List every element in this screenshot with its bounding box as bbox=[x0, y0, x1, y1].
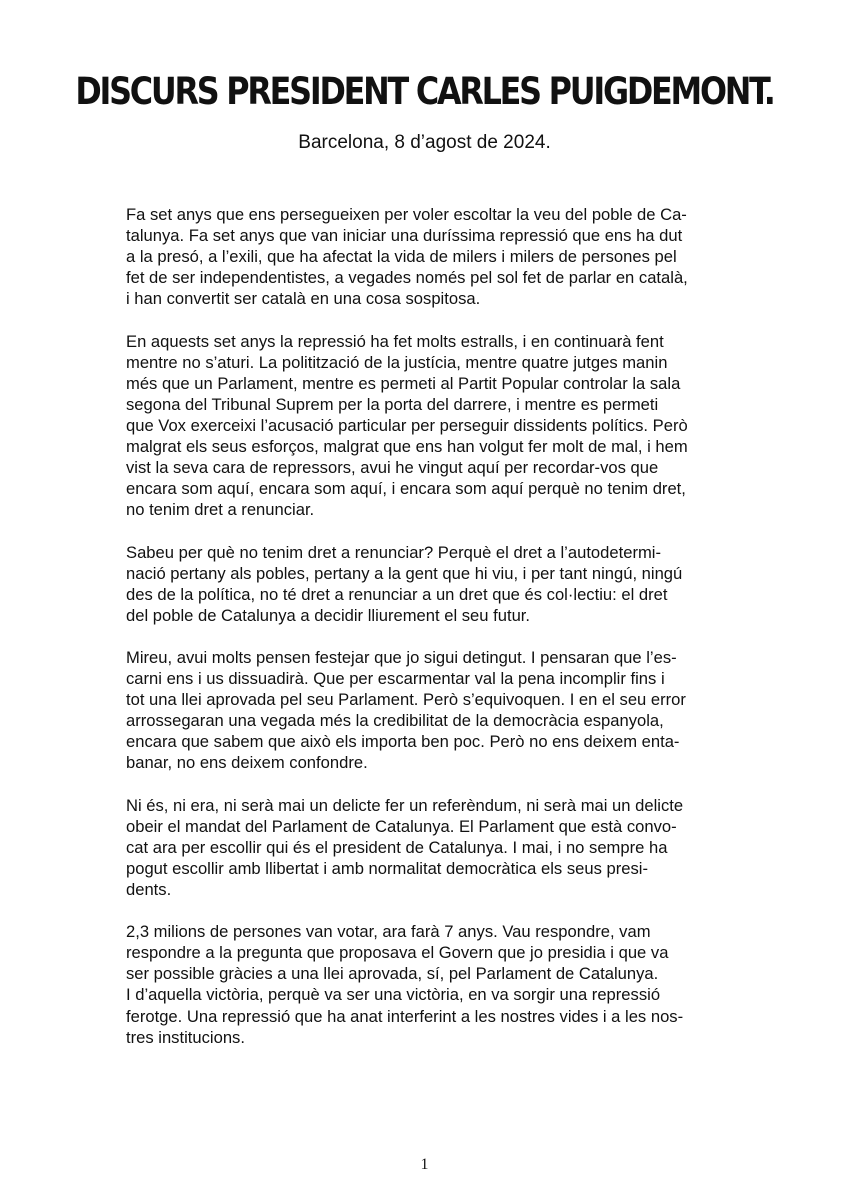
paragraph bbox=[126, 204, 726, 309]
paragraph-line: malgrat els seus esforços, malgrat que ens han volgut fer molt de mal, i hem bbox=[126, 437, 688, 457]
paragraph-line: pogut escollir amb llibertat i amb normalitat democràtica els seus presi- bbox=[126, 858, 648, 878]
document-title: DISCURS PRESIDENT CARLES PUIGDEMONT. bbox=[75, 70, 774, 113]
paragraph-line: talunya. Fa set anys que van iniciar una duríssima repressió que ens ha dut bbox=[126, 226, 683, 246]
paragraph-line: ferotge. Una repressió que ha anat interferint a les nostres vides i a les nos- bbox=[126, 1006, 684, 1026]
paragraph-line: 2,3 milions de persones van votar, ara farà 7 anys. Vau respondre, vam bbox=[126, 922, 651, 942]
paragraph-line: des de la política, no té dret a renunciar a un dret que és col·lectiu: el dret bbox=[126, 584, 668, 604]
paragraph-line: Mireu, avui molts pensen festejar que jo sigui detingut. I pensaran que l’es- bbox=[126, 647, 677, 667]
paragraph-line: En aquests set anys la repressió ha fet molts estralls, i en continuarà fent bbox=[126, 331, 664, 351]
paragraph-line: dents. bbox=[126, 880, 172, 899]
paragraph-line: i han convertit ser català en una cosa sospitosa. bbox=[126, 289, 481, 309]
paragraph-line: banar, no ens deixem confondre. bbox=[126, 753, 368, 773]
paragraph bbox=[126, 542, 726, 626]
paragraph-line: ser possible gràcies a una llei aprovada, sí, pel Parlament de Catalunya. bbox=[126, 964, 659, 984]
paragraph-line: Ni és, ni era, ni serà mai un delicte fer un referèndum, ni serà mai un delicte bbox=[126, 795, 684, 815]
paragraph-line: segona del Tribunal Suprem per la porta del darrere, i mentre es permeti bbox=[126, 394, 659, 414]
paragraph-line: tot una llei aprovada pel seu Parlament. Però s’equivoquen. I en el seu error bbox=[126, 690, 686, 710]
paragraph bbox=[126, 921, 726, 1048]
paragraph-line: arrossegaran una vegada més la credibilitat de la democràcia espanyola, bbox=[126, 711, 664, 731]
paragraph-line: I d’aquella victòria, perquè va ser una victòria, en va sorgir una repressió bbox=[126, 985, 661, 1005]
paragraph-line: Fa set anys que ens persegueixen per voler escoltar la veu del poble de Ca- bbox=[126, 205, 687, 224]
paragraph-line: carni ens i us dissuadirà. Que per escarmentar val la pena incomplir fins i bbox=[126, 669, 665, 689]
paragraph-line: encara som aquí, encara som aquí, i encara som aquí perquè no tenim dret, bbox=[126, 479, 686, 499]
paragraph-line: Sabeu per què no tenim dret a renunciar? Perquè el dret a l’autodetermi- bbox=[126, 542, 662, 562]
paragraph bbox=[126, 795, 726, 900]
paragraph-line: fet de ser independentistes, a vegades només pel sol fet de parlar en català, bbox=[126, 268, 688, 288]
paragraph-line: del poble de Catalunya a decidir lliurement el seu futur. bbox=[126, 605, 531, 625]
document-body bbox=[126, 204, 726, 1069]
paragraph-line: mentre no s’aturi. La politització de la justícia, mentre quatre jutges manin bbox=[126, 352, 668, 372]
paragraph-line: encara que sabem que això els importa ben poc. Però no ens deixem enta- bbox=[126, 732, 680, 752]
paragraph-line: vist la seva cara de repressors, avui he vingut aquí per recordar-vos que bbox=[126, 458, 659, 478]
paragraph-line: nació pertany als pobles, pertany a la gent que hi viu, i per tant ningú, ningú bbox=[126, 563, 683, 583]
paragraph-line: més que un Parlament, mentre es permeti al Partit Popular controlar la sala bbox=[126, 373, 681, 393]
paragraph bbox=[126, 331, 726, 521]
paragraph-line: respondre a la pregunta que proposava el Govern que jo presidia i que va bbox=[126, 943, 669, 963]
paragraph-line: que Vox exerceixi l’acusació particular per perseguir dissidents polítics. Però bbox=[126, 415, 688, 435]
paragraph-line: obeir el mandat del Parlament de Catalunya. El Parlament que està convo- bbox=[126, 816, 677, 836]
document-subtitle: Barcelona, 8 d’agost de 2024. bbox=[298, 132, 551, 153]
paragraph-line: a la presó, a l’exili, que ha afectat la vida de milers i milers de persones pel bbox=[126, 247, 677, 267]
paragraph-line: tres institucions. bbox=[126, 1027, 245, 1047]
page-number: 1 bbox=[420, 1156, 429, 1173]
paragraph-line: cat ara per escollir qui és el president de Catalunya. I mai, i no sempre ha bbox=[126, 837, 668, 857]
paragraph bbox=[126, 647, 726, 774]
paragraph-line: no tenim dret a renunciar. bbox=[126, 500, 315, 520]
